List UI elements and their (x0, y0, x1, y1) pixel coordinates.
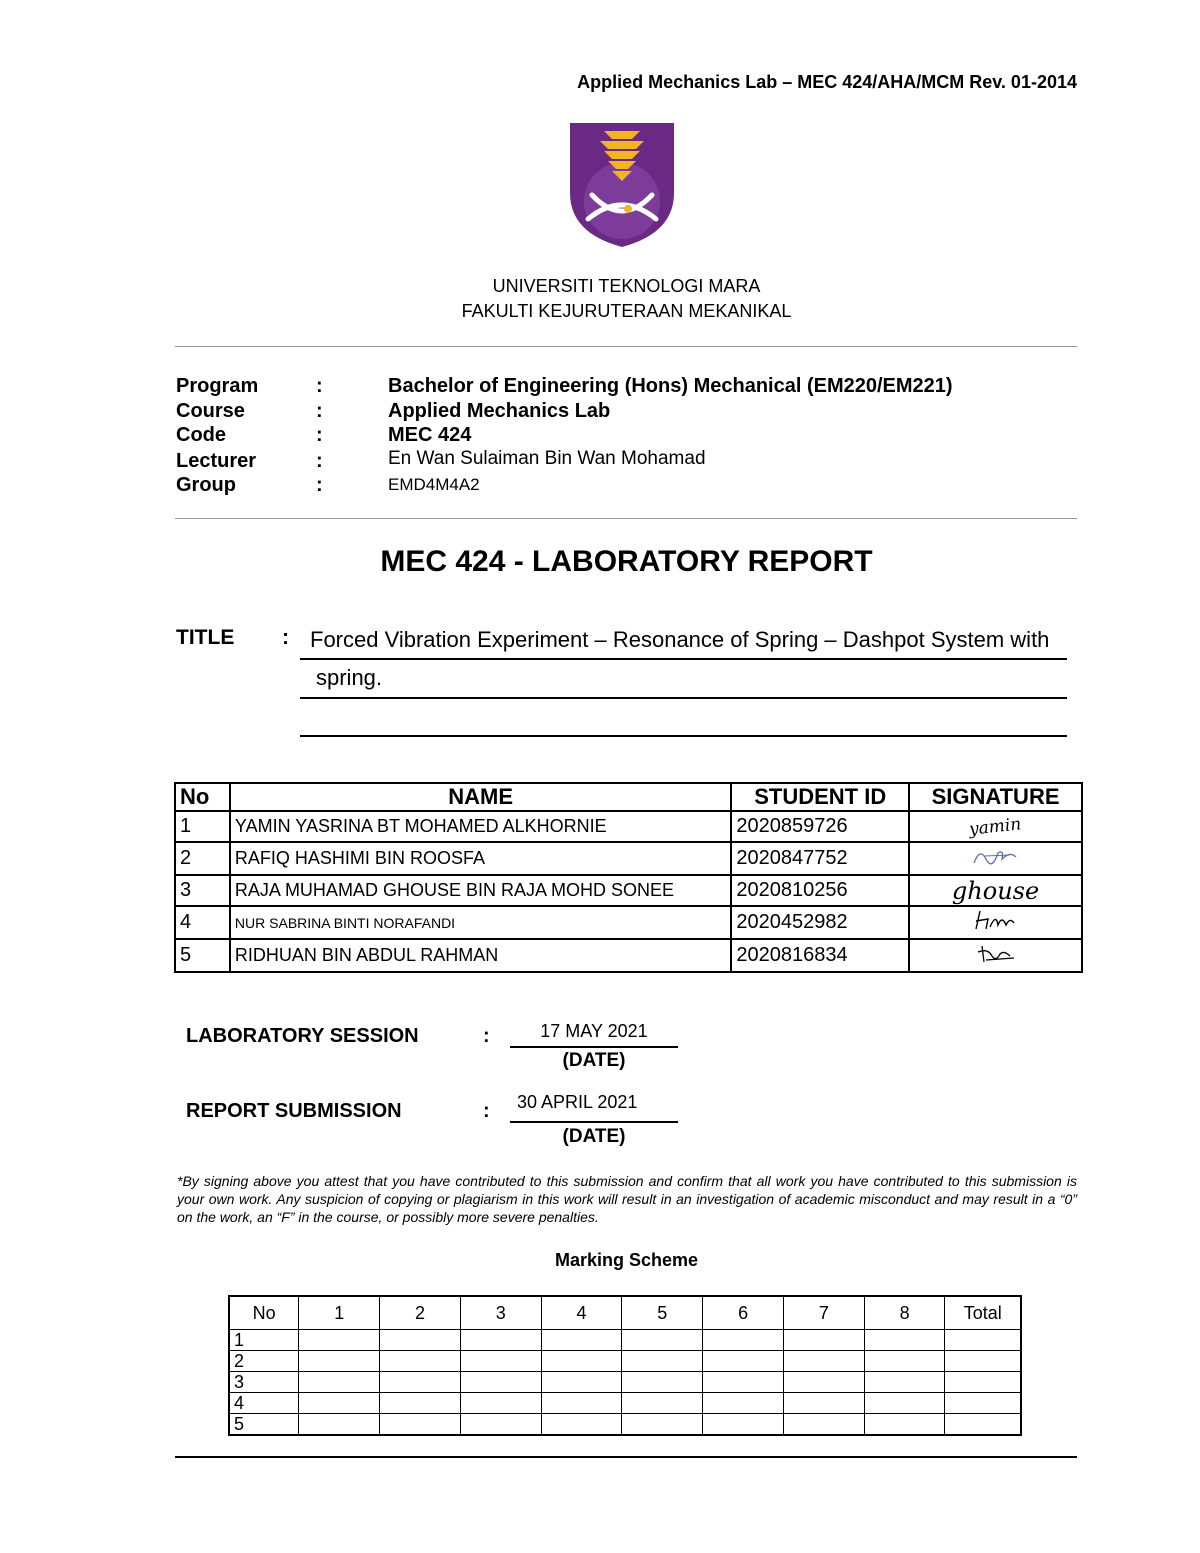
signature-text: yamin (968, 814, 1023, 840)
marking-row-no: 5 (229, 1414, 299, 1436)
marking-cell (460, 1414, 541, 1436)
member-name: RIDHUAN BIN ABDUL RAHMAN (230, 939, 731, 972)
marking-col-2: 2 (380, 1296, 461, 1330)
member-name: NUR SABRINA BINTI NORAFANDI (230, 906, 731, 939)
marking-cell (703, 1351, 784, 1372)
marking-cell (460, 1351, 541, 1372)
session-colon: : (483, 1025, 490, 1047)
marking-cell (299, 1414, 380, 1436)
marking-cell (541, 1351, 622, 1372)
table-row (175, 906, 1082, 939)
marking-row-no: 2 (229, 1351, 299, 1372)
marking-cell (460, 1330, 541, 1351)
marking-col-1: 1 (299, 1296, 380, 1330)
marking-cell (460, 1393, 541, 1414)
laboratory-session-date-caption: (DATE) (562, 1050, 626, 1071)
marking-cell (622, 1414, 703, 1436)
running-header: Applied Mechanics Lab – MEC 424/AHA/MCM Rev. 01-2014 (577, 72, 1077, 92)
marking-cell (380, 1372, 461, 1393)
member-no: 5 (175, 939, 230, 972)
marking-cell (783, 1372, 864, 1393)
marking-row (229, 1330, 1021, 1351)
info-label-code: Code (176, 424, 226, 446)
marking-cell (541, 1393, 622, 1414)
marking-col-3: 3 (460, 1296, 541, 1330)
plagiarism-disclaimer: *By signing above you attest that you have contributed to this submission and confirm that all work you have contributed to this submission is your own work. Any suspicion of copying or plagiarism in this work will result in an investigation of academic misconduct and may result in a “0” on the work, an “F” in the course, or possibly more severe penalties. (177, 1173, 1077, 1225)
info-label-lecturer: Lecturer (176, 450, 257, 472)
marking-cell (541, 1330, 622, 1351)
member-name: RAFIQ HASHIMI BIN ROOSFA (230, 842, 731, 875)
table-row (175, 875, 1082, 906)
marking-cell (541, 1372, 622, 1393)
marking-cell (945, 1414, 1021, 1436)
member-signature (909, 875, 1082, 906)
marking-cell (864, 1393, 945, 1414)
title-text-line-1: Forced Vibration Experiment – Resonance of Spring – Dashpot System with (310, 627, 1050, 652)
marking-cell (864, 1330, 945, 1351)
marking-cell (380, 1393, 461, 1414)
session-colon: : (483, 1100, 490, 1122)
member-no: 1 (175, 811, 230, 842)
member-student-id: 2020452982 (731, 906, 909, 939)
members-header-row (175, 783, 1082, 811)
marking-cell (460, 1372, 541, 1393)
marking-cell (945, 1393, 1021, 1414)
member-name: YAMIN YASRINA BT MOHAMED ALKHORNIE (230, 811, 731, 842)
col-header-student-id: STUDENT ID (731, 783, 909, 811)
marking-cell (541, 1414, 622, 1436)
marking-col-total: Total (945, 1296, 1021, 1330)
signature-text: ghouse (951, 876, 1040, 905)
university-crest-logo (570, 123, 674, 247)
member-no: 2 (175, 842, 230, 875)
info-colon: : (316, 450, 323, 472)
report-submission-date: 30 APRIL 2021 (517, 1092, 638, 1112)
marking-row (229, 1393, 1021, 1414)
member-signature (909, 939, 1082, 972)
signature-scribble (966, 907, 1026, 933)
member-student-id: 2020810256 (731, 875, 909, 906)
info-value-code: MEC 424 (388, 424, 472, 446)
laboratory-session-label: LABORATORY SESSION (186, 1025, 419, 1047)
table-row (175, 842, 1082, 875)
report-submission-date-line (510, 1121, 678, 1123)
members-table (174, 782, 1083, 973)
marking-col-4: 4 (541, 1296, 622, 1330)
marking-cell (622, 1351, 703, 1372)
title-label: TITLE (176, 626, 235, 649)
marking-cell (783, 1393, 864, 1414)
marking-col-no: No (229, 1296, 299, 1330)
marking-cell (380, 1414, 461, 1436)
member-signature (909, 811, 1082, 842)
marking-cell (945, 1351, 1021, 1372)
signature-scribble (966, 843, 1026, 869)
table-row (175, 939, 1082, 972)
marking-col-8: 8 (864, 1296, 945, 1330)
marking-col-7: 7 (783, 1296, 864, 1330)
marking-cell (622, 1393, 703, 1414)
marking-header-row (229, 1296, 1021, 1330)
marking-cell (380, 1330, 461, 1351)
marking-cell (864, 1351, 945, 1372)
marking-cell (945, 1372, 1021, 1393)
laboratory-session-date-line (510, 1046, 678, 1048)
title-underline-2 (300, 697, 1067, 699)
marking-cell (380, 1351, 461, 1372)
marking-cell (299, 1330, 380, 1351)
member-student-id: 2020816834 (731, 939, 909, 972)
info-label-group: Group (176, 474, 236, 496)
member-student-id: 2020847752 (731, 842, 909, 875)
marking-cell (622, 1372, 703, 1393)
info-value-group: EMD4M4A2 (388, 475, 480, 494)
marking-scheme-title: Marking Scheme (554, 1250, 699, 1270)
laboratory-session-date: 17 MAY 2021 (540, 1021, 648, 1041)
marking-cell (299, 1372, 380, 1393)
marking-cell (864, 1372, 945, 1393)
marking-row-no: 1 (229, 1330, 299, 1351)
col-header-signature: SIGNATURE (909, 783, 1082, 811)
marking-cell (864, 1414, 945, 1436)
member-name: RAJA MUHAMAD GHOUSE BIN RAJA MOHD SONEE (230, 875, 731, 906)
marking-scheme-table (228, 1295, 1022, 1436)
marking-cell (299, 1393, 380, 1414)
faculty-name: FAKULTI KEJURUTERAAN MEKANIKAL (461, 301, 792, 321)
info-value-program: Bachelor of Engineering (Hons) Mechanical (EM220/EM221) (388, 375, 953, 397)
info-colon: : (316, 474, 323, 496)
member-signature (909, 842, 1082, 875)
member-no: 4 (175, 906, 230, 939)
title-underline-3 (300, 735, 1067, 737)
marking-cell (703, 1372, 784, 1393)
info-colon: : (316, 424, 323, 446)
marking-cell (703, 1330, 784, 1351)
marking-cell (703, 1393, 784, 1414)
col-header-no: No (175, 783, 230, 811)
table-row (175, 811, 1082, 842)
marking-cell (622, 1330, 703, 1351)
marking-row (229, 1372, 1021, 1393)
marking-col-5: 5 (622, 1296, 703, 1330)
info-colon: : (316, 400, 323, 422)
signature-scribble (966, 940, 1026, 966)
marking-row (229, 1351, 1021, 1372)
separator-top (175, 346, 1077, 347)
marking-cell (783, 1330, 864, 1351)
university-name: UNIVERSITI TEKNOLOGI MARA (492, 276, 761, 296)
marking-row-no: 4 (229, 1393, 299, 1414)
report-submission-label: REPORT SUBMISSION (186, 1100, 402, 1122)
marking-cell (299, 1351, 380, 1372)
report-submission-date-caption: (DATE) (562, 1126, 626, 1147)
separator-bottom (175, 518, 1077, 519)
member-student-id: 2020859726 (731, 811, 909, 842)
info-label-program: Program (176, 375, 259, 397)
bottom-rule (175, 1456, 1077, 1458)
marking-cell (703, 1414, 784, 1436)
marking-cell (945, 1330, 1021, 1351)
member-signature (909, 906, 1082, 939)
marking-row (229, 1414, 1021, 1436)
col-header-name: NAME (230, 783, 731, 811)
marking-row-no: 3 (229, 1372, 299, 1393)
title-underline-1 (300, 658, 1067, 660)
info-colon: : (316, 375, 323, 397)
member-no: 3 (175, 875, 230, 906)
marking-cell (783, 1414, 864, 1436)
info-value-lecturer: En Wan Sulaiman Bin Wan Mohamad (388, 448, 706, 469)
info-label-course: Course (176, 400, 245, 422)
marking-col-6: 6 (703, 1296, 784, 1330)
report-title: MEC 424 - LABORATORY REPORT (380, 545, 873, 578)
marking-cell (783, 1351, 864, 1372)
title-colon: : (282, 626, 289, 649)
info-value-course: Applied Mechanics Lab (388, 400, 611, 422)
title-text-line-2: spring. (316, 665, 383, 690)
